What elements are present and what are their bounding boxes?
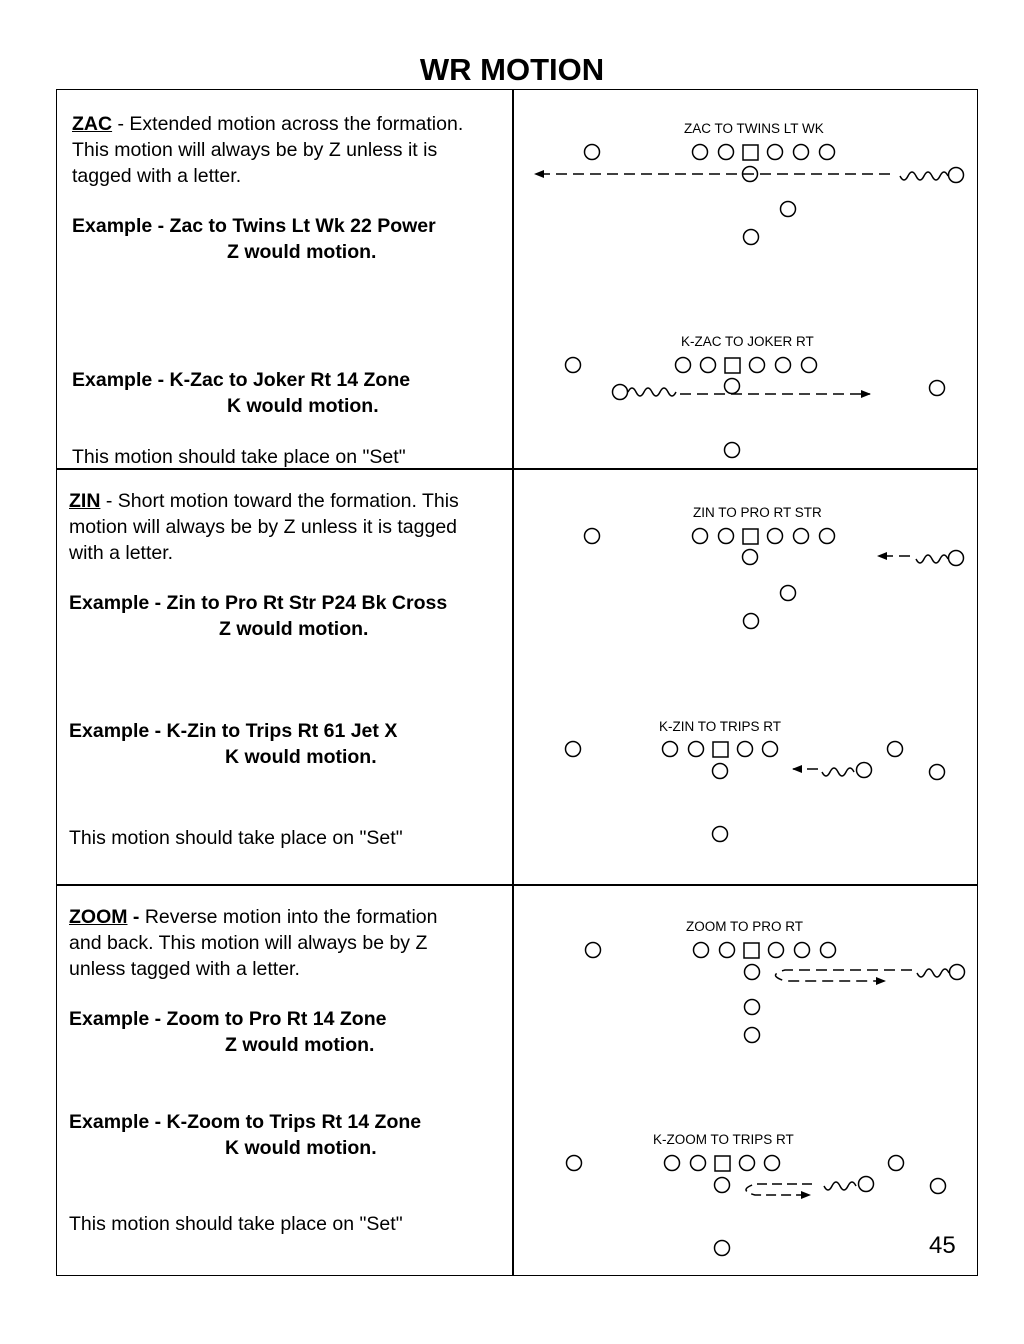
zoom-example-1-result: Z would motion. <box>225 1034 375 1056</box>
diagram-label: K-ZOOM TO TRIPS RT <box>653 1132 794 1147</box>
diagram-label: K-ZIN TO TRIPS RT <box>659 719 782 734</box>
diagram-k-zoom-trips-rt <box>567 1132 946 1256</box>
zoom-desc-line-2: unless tagged with a letter. <box>69 958 300 980</box>
diagram-zin-pro-rt-str <box>585 505 964 629</box>
diagram-zac-twins-lt-wk <box>535 121 964 245</box>
diagram-k-zac-joker-rt <box>566 334 945 458</box>
page-number: 45 <box>929 1232 956 1259</box>
zoom-example-1: Example - Zoom to Pro Rt 14 Zone <box>69 1008 387 1030</box>
zin-example-1: Example - Zin to Pro Rt Str P24 Bk Cross <box>69 592 448 614</box>
zac-example-2: Example - K-Zac to Joker Rt 14 Zone <box>72 369 411 391</box>
zoom-note: This motion should take place on "Set" <box>69 1213 403 1235</box>
zac-note: This motion should take place on "Set" <box>72 446 406 468</box>
zin-desc-line-1: motion will always be by Z unless it is tagged <box>69 516 458 538</box>
diagram-label: K-ZAC TO JOKER RT <box>681 334 814 349</box>
diagram-label: ZOOM TO PRO RT <box>686 919 804 934</box>
diagram-label: ZAC TO TWINS LT WK <box>684 121 824 136</box>
zac-term: ZAC <box>72 113 113 135</box>
diagram-zoom-pro-rt <box>586 919 965 1043</box>
zac-example-1: Example - Zac to Twins Lt Wk 22 Power <box>72 215 436 237</box>
page-title: WR MOTION <box>419 52 605 87</box>
zac-example-2-result: K would motion. <box>227 395 379 417</box>
zin-example-2-result: K would motion. <box>225 746 377 768</box>
diagram-label: ZIN TO PRO RT STR <box>693 505 822 520</box>
zoom-term: ZOOM <box>69 906 128 928</box>
zoom-example-2: Example - K-Zoom to Trips Rt 14 Zone <box>69 1111 422 1133</box>
zin-desc-line-2: with a letter. <box>69 542 174 564</box>
zin-example-2: Example - K-Zin to Trips Rt 61 Jet X <box>69 720 398 742</box>
zin-note: This motion should take place on "Set" <box>69 827 403 849</box>
zoom-example-2-result: K would motion. <box>225 1137 377 1159</box>
zin-example-1-result: Z would motion. <box>219 618 369 640</box>
zin-desc: - Short motion toward the formation. This <box>100 490 459 512</box>
zoom-desc: Reverse motion into the formation <box>144 906 438 928</box>
zoom-desc-line-1: and back. This motion will always be by Z <box>69 932 428 954</box>
zac-desc-line-2: tagged with a letter. <box>72 165 242 187</box>
zac-example-1-result: Z would motion. <box>227 241 377 263</box>
zac-desc: - Extended motion across the formation. <box>112 113 464 135</box>
zac-desc-line-1: This motion will always be by Z unless it is <box>72 139 438 161</box>
diagram-k-zin-trips-rt <box>566 719 945 842</box>
zin-term: ZIN <box>69 490 101 512</box>
zoom-dash: - <box>127 906 145 928</box>
